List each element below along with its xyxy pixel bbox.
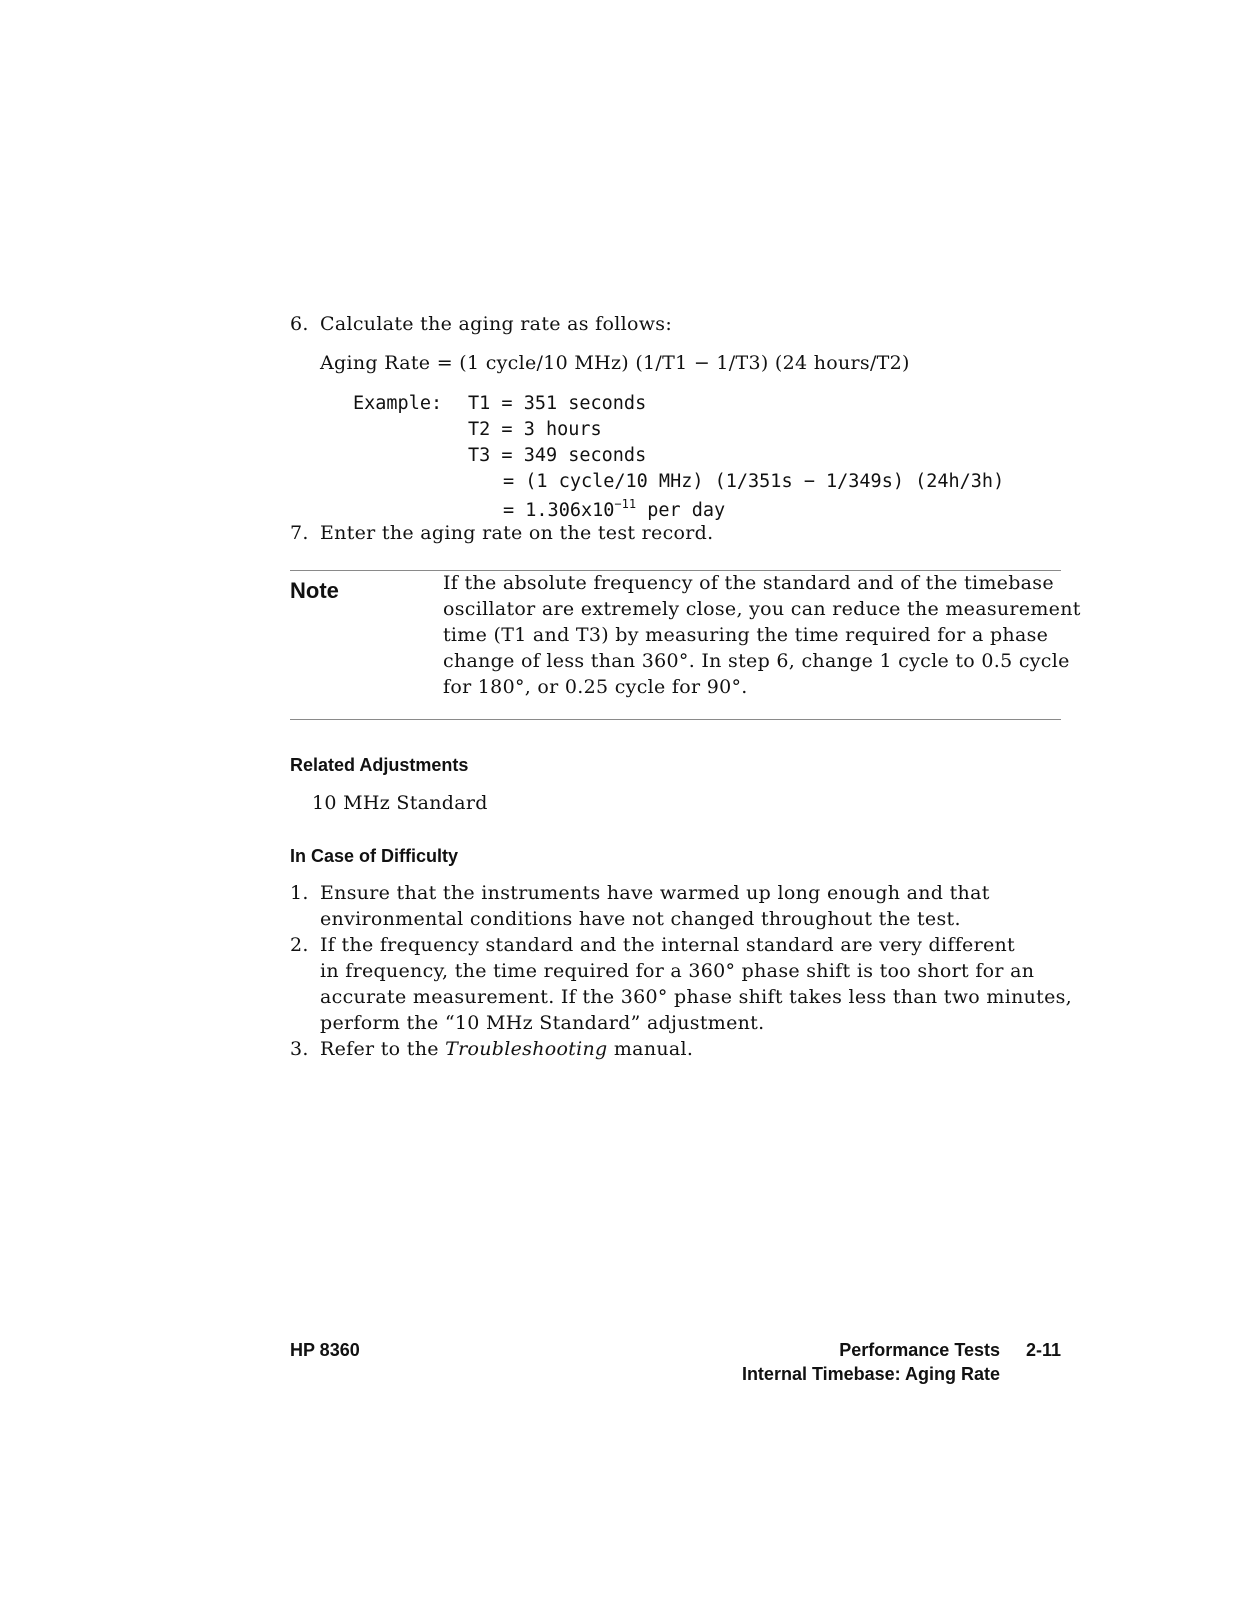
difficulty-item-3-prefix: Refer to the: [320, 1038, 446, 1060]
note-line-2: oscillator are extremely close, you can reduce the measurement: [443, 598, 1081, 620]
aging-rate-formula: Aging Rate = (1 cycle/10 MHz) (1/T1 − 1/T3) (24 hours/T2): [320, 352, 910, 374]
difficulty-heading: In Case of Difficulty: [290, 846, 459, 866]
difficulty-item-2-line-2: in frequency, the time required for a 360° phase shift is too short for an: [320, 960, 1035, 982]
footer-page-number: 2-11: [1025, 1340, 1061, 1360]
result-prefix: = 1.306x10: [503, 500, 615, 521]
note-bottom-rule: [290, 719, 1061, 720]
difficulty-item-1-line-2: environmental conditions have not changed throughout the test.: [320, 908, 961, 930]
footer-model: HP 8360: [290, 1340, 360, 1360]
result-exponent: −11: [614, 497, 637, 511]
example-calculation: = (1 cycle/10 MHz) (1/351s − 1/349s) (24h/3h): [503, 471, 1005, 492]
example-result: [503, 497, 726, 521]
example-t3: T3 = 349 seconds: [468, 445, 647, 466]
difficulty-item-1-line-1: Ensure that the instruments have warmed up long enough and that: [320, 882, 990, 904]
example-t2: T2 = 3 hours: [468, 419, 602, 440]
note-top-rule: [290, 570, 1061, 571]
difficulty-item-1-number: 1.: [290, 882, 309, 904]
step-7-number: 7.: [290, 522, 309, 544]
note-line-3: time (T1 and T3) by measuring the time required for a phase: [443, 624, 1049, 646]
footer-subsection: Internal Timebase: Aging Rate: [741, 1364, 1000, 1384]
difficulty-item-3-text: [320, 1038, 693, 1060]
difficulty-item-2-line-3: accurate measurement. If the 360° phase shift takes less than two minutes,: [320, 986, 1073, 1008]
step-6-text: Calculate the aging rate as follows:: [320, 313, 673, 335]
related-adjustment-item: 10 MHz Standard: [312, 792, 488, 814]
difficulty-item-3-number: 3.: [290, 1038, 309, 1060]
footer-section: Performance Tests: [839, 1340, 1000, 1360]
related-adjustments-heading: Related Adjustments: [290, 755, 469, 775]
difficulty-item-3-suffix: manual.: [607, 1038, 694, 1060]
step-6-number: 6.: [290, 313, 309, 335]
step-7-text: Enter the aging rate on the test record.: [320, 522, 714, 544]
example-label: Example:: [353, 393, 443, 414]
example-t1: T1 = 351 seconds: [468, 393, 647, 414]
note-line-4: change of less than 360°. In step 6, change 1 cycle to 0.5 cycle: [443, 650, 1070, 672]
troubleshooting-manual-title: Troubleshooting: [445, 1038, 608, 1060]
result-suffix: per day: [636, 500, 726, 521]
note-line-1: If the absolute frequency of the standard and of the timebase: [443, 572, 1054, 594]
note-line-5: for 180°, or 0.25 cycle for 90°.: [443, 676, 748, 698]
difficulty-item-2-line-4: perform the “10 MHz Standard” adjustment.: [320, 1012, 765, 1034]
note-label: Note: [290, 578, 339, 603]
difficulty-item-2-number: 2.: [290, 934, 309, 956]
difficulty-item-2-line-1: If the frequency standard and the internal standard are very different: [320, 934, 1015, 956]
